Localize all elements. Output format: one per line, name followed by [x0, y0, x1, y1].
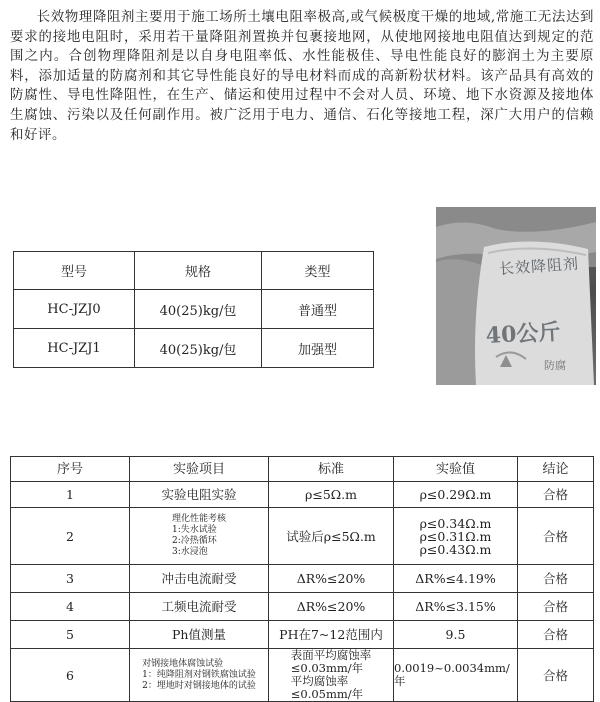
row-item [130, 649, 269, 702]
row-value: ΔR%≤4.19% [394, 565, 518, 593]
row-result: 合格 [518, 621, 594, 649]
row-result: 合格 [518, 482, 594, 508]
row-value [394, 508, 518, 565]
test-table-header [11, 457, 594, 482]
row-value-text: 0.0019~0.0034mm/年 [394, 661, 510, 688]
bag-weight-text: 40公斤 [485, 319, 562, 349]
header-type: 类型 [262, 252, 374, 290]
product-table [13, 251, 374, 368]
header-no: 序号 [11, 457, 130, 482]
intro-paragraph: 长效物理降阻剂主要用于施工场所土壤电阻率极高,或气候极度干燥的地域,常施工无法达到要求的接地电阻时，采用若干量降阻剂置换并包裹接地网，从使地网接地电阻值达到规定的范围之内。合创物理降阻剂是以自身电阻率低、水性能极佳、导电性能良好的膨润土为主要原料，添加适量的防腐剂和其它导性能良好的导电材料而成的高新粉状材料。该产品具有高效的防腐性、导电性降阻性，在生产、储运和使用过程中不会对人员、环境、地下水资源及接地体生腐蚀、污染以及任何副作用。被广泛用于电力、通信、石化等接地工程，深广大用户的信赖和好评。 [10, 10, 594, 143]
product-row [14, 290, 374, 329]
row-no: 3 [11, 565, 130, 593]
row-value: 9.5 [394, 621, 518, 649]
row-value-lines [420, 517, 492, 556]
row-standard: ΔR%≤20% [269, 565, 394, 593]
product-type: 普通型 [262, 290, 374, 329]
header-standard: 标准 [269, 457, 394, 482]
row-no: 5 [11, 621, 130, 649]
product-model: HC-JZJ1 [14, 329, 135, 368]
row-result: 合格 [518, 593, 594, 621]
product-type: 加强型 [262, 329, 374, 368]
row-value: ΔR%≤3.15% [394, 593, 518, 621]
test-table [10, 456, 594, 702]
item-line: 对钢接地体腐蚀试验 [142, 658, 224, 669]
standard-line: 表面平均腐蚀率 [290, 648, 372, 662]
row-result: 合格 [518, 508, 594, 565]
product-model: HC-JZJ0 [14, 290, 135, 329]
value-line: ρ≤0.34Ω.m [419, 515, 492, 531]
product-photo [436, 207, 596, 385]
row-item-lines [172, 514, 226, 558]
row-item-lines [142, 659, 256, 692]
header-spec: 规格 [135, 252, 262, 290]
item-line: 2:冷热循环 [171, 536, 217, 546]
intro-text [10, 8, 594, 145]
product-table-header [14, 252, 374, 290]
table-row [11, 593, 594, 621]
row-standard: 试验后ρ≤5Ω.m [269, 508, 394, 565]
row-result: 合格 [518, 649, 594, 702]
item-line: 理化性能考核 [171, 514, 226, 524]
row-value: ρ≤0.29Ω.m [394, 482, 518, 508]
row-item [130, 508, 269, 565]
row-standard: ρ≤5Ω.m [269, 482, 394, 508]
product-spec: 40(25)kg/包 [135, 290, 262, 329]
bag-brand-text: 防腐 [544, 359, 566, 372]
value-line: ρ≤0.43Ω.m [419, 541, 492, 557]
row-item: Ph值测量 [130, 621, 269, 649]
table-row [11, 621, 594, 649]
row-item: 实验电阻实验 [130, 482, 269, 508]
value-line: ρ≤0.31Ω.m [419, 528, 492, 544]
header-model: 型号 [14, 252, 135, 290]
bag-title-text: 长效降阻剂 [498, 254, 580, 279]
table-row [11, 482, 594, 508]
table-row [11, 508, 594, 565]
item-line: 1:失水试验 [171, 525, 217, 535]
table-row [11, 565, 594, 593]
product-row [14, 329, 374, 368]
row-standard: PH在7~12范围内 [269, 621, 394, 649]
item-line: 2：埋地时对钢接地体的试验 [142, 680, 256, 691]
row-standard-lines [291, 649, 372, 701]
item-line: 3:水浸泡 [171, 547, 208, 557]
product-spec: 40(25)kg/包 [135, 329, 262, 368]
table-row [11, 649, 594, 702]
row-result: 合格 [518, 565, 594, 593]
standard-line: ≤0.03mm/年 [290, 661, 364, 675]
row-no: 6 [11, 649, 130, 702]
row-standard: ΔR%≤20% [269, 593, 394, 621]
item-line: 1：纯降阻剂对钢铁腐蚀试验 [142, 669, 256, 680]
header-value: 实验值 [394, 457, 518, 482]
row-standard [269, 649, 394, 702]
row-item: 工频电流耐受 [130, 593, 269, 621]
row-item: 冲击电流耐受 [130, 565, 269, 593]
row-value [394, 649, 518, 702]
standard-line: ≤0.05mm/年 [290, 687, 364, 701]
header-item: 实验项目 [130, 457, 269, 482]
header-result: 结论 [518, 457, 594, 482]
row-no: 2 [11, 508, 130, 565]
standard-line: 平均腐蚀率 [290, 674, 349, 688]
bag-illustration [436, 207, 596, 385]
row-no: 4 [11, 593, 130, 621]
row-no: 1 [11, 482, 130, 508]
